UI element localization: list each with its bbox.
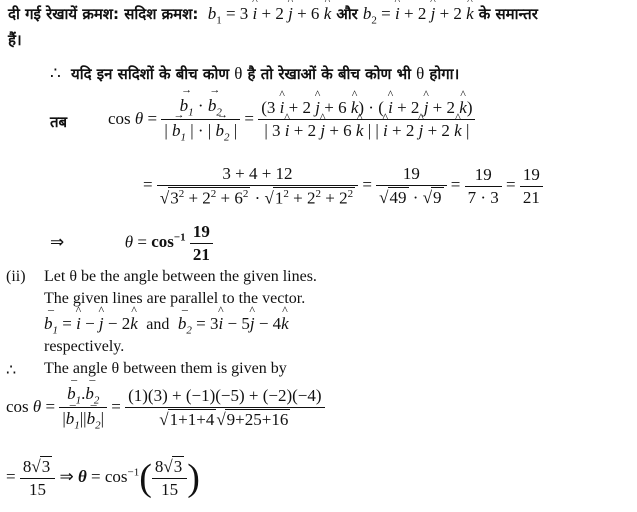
cos-theta-formula-ii: cos θ = – $\frac{b_1.- b_2}{|- b_1||- b_2|}$ = $\frac{(1)(3) + (-1)(-5) + (-2)(-4)}{√1+1+4 √9+25+16}$ — [6, 384, 325, 432]
final-result-ii: = $\frac{8√3}{15}$ ⇒ $\theta = \cos^{-1}$( $\frac{8√3}{15}$ ) — [6, 457, 200, 499]
cos-theta-formula: cos θ = → $\frac{b_1 \cdot \to b_2}{| \to b_1 | \cdot | \to b_2 |}$ = $\frac{(3 \^{} i + 2 \^{} j + 6 \^{} k) \cdot ( \^{} i + 2 \^{} j + 2 \^{} k)}{| 3 \^{} i + 2 \^{} j + 6 \^{} k | | \^{} i + 2 \^{} j + 2 \^{} k |}$ — [108, 96, 475, 144]
angle-statement: ∴ यदि इन सदिशों के बीच कोण θ है तो रेखाओं के बीच कोण भी θ होगा। — [50, 64, 460, 83]
and-hindi: और — [336, 5, 358, 23]
expanded-fraction: $\frac{(3 \^{} i + 2 \^{} j + 6 \^{} k) \cdot ( \^{} i + 2 \^{} j + 2 \^{} k)}{| 3 \^{} i + 2 \^{} j + 6 \^{} k | | \^{} i + 2 \^{} j + 2 \^{} k |}$ — [258, 98, 475, 141]
numeric-evaluation: = $\frac{3 + 4 + 12}{√3^2 + 2^2 + 6^2 \cdot √1^2 + 2^2 + 2^2}$ = $\frac{19}{√49 \cdot √9}$ = $\frac{19}{7 \cdot 3}$ = $\frac{19}{21}$ — [143, 164, 543, 209]
b2-def: $b_2$ = ^ i + 2 ^ j + 2 ^ k — [363, 4, 474, 23]
intro-line-end: हैं। — [8, 31, 22, 49]
let-theta-line: Let θ be the angle between the given lines. — [44, 268, 317, 285]
intro-text: दी गई रेखायें क्रमश: सदिश क्रमश: — [8, 5, 199, 23]
therefore-symbol: ∴ — [50, 64, 61, 83]
therefore-ii: ∴ — [6, 362, 17, 379]
tab-label: तब — [50, 113, 68, 131]
parallel-line: The given lines are parallel to the vector. — [44, 290, 306, 307]
angle-given-line: The angle θ between them is given by — [44, 360, 287, 377]
result-line: ⇒ $\theta = \cos^{-1}$ $\frac{19}{21}$ — [50, 222, 213, 265]
intro-line — [8, 4, 538, 26]
part-ii-label: (ii) — [6, 268, 26, 285]
parallel-hindi: के समान्तर — [478, 5, 538, 23]
b1-def: $b_1 = 3$ ^ i + 2 ^ j + 6 ^ k — [203, 4, 331, 23]
vectors-ii: – $b_1$ = ^ i − ^ j − 2^ k and – $b_2$ = 3^ i − 5^ j − 4^ k — [44, 314, 289, 336]
respectively-line: respectively. — [44, 338, 125, 355]
vector-fraction: → $\frac{b_1 \cdot \to b_2}{| \to b_1 | \cdot | \to b_2 |}$ — [161, 96, 240, 144]
sum-fraction: $\frac{3 + 4 + 12}{√3^2 + 2^2 + 6^2 \cdot √1^2 + 2^2 + 2^2}$ — [157, 164, 358, 209]
